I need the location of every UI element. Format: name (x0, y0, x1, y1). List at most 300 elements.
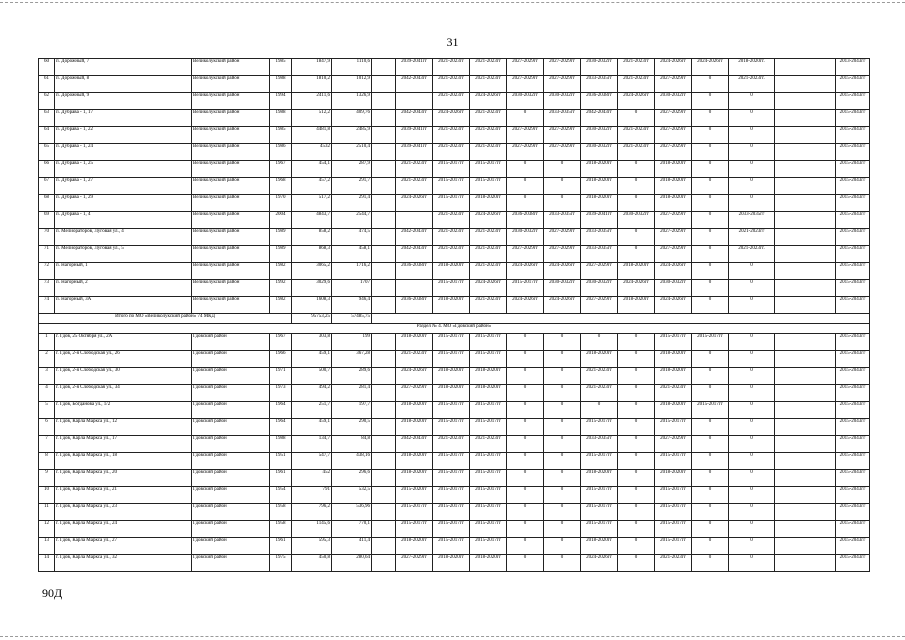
table-cell: 2015-2017гг (433, 487, 470, 504)
table-cell: 2018-2020гг (396, 470, 433, 487)
table-cell (775, 351, 836, 368)
subtotal-row (39, 314, 870, 324)
table-cell: 2033-2035гг (544, 110, 581, 127)
table-row (39, 538, 870, 555)
table-cell: 2039-2041гг (396, 144, 433, 161)
table-cell: г. Гдов, Богданова ул., 1/2 (55, 402, 192, 419)
table-cell: 2027-2029гг (655, 436, 692, 453)
table-cell (372, 334, 396, 351)
table-cell: 2015-2017гг (470, 419, 507, 436)
table-cell: 2015-2017гг (433, 351, 470, 368)
table-cell: 3029,6 (292, 280, 332, 297)
table-cell: 474,5 (332, 229, 372, 246)
table-cell: 1951 (270, 453, 292, 470)
table-cell: Великолукский район (192, 297, 270, 314)
table-cell (775, 76, 836, 93)
table-cell: 0 (692, 280, 729, 297)
table-cell (372, 110, 396, 127)
table-row (39, 93, 870, 110)
table-cell (775, 470, 836, 487)
table-cell: 1110,6 (332, 59, 372, 76)
table-cell: 291,4 (332, 195, 372, 212)
table-cell: 0 (692, 246, 729, 263)
table-cell: 2015-2017гг (470, 161, 507, 178)
table-cell: 2015-2043гг (836, 110, 870, 127)
table-row (39, 470, 870, 487)
table-row (39, 453, 870, 470)
table-cell: 2027-2029гг (655, 127, 692, 144)
table-cell (372, 144, 396, 161)
table-cell: п. Дубрава - 1, 25 (55, 161, 192, 178)
table-cell: 4481,8 (292, 127, 332, 144)
table-cell: 2018-2020гг (618, 263, 655, 280)
table-row (39, 385, 870, 402)
table-cell: 251,7 (292, 402, 332, 419)
table-cell: 2018-2020гг (433, 555, 470, 572)
table-cell: Гдовский район (192, 504, 270, 521)
table-cell: 0 (692, 351, 729, 368)
table-cell: 2015-2043гг (836, 555, 870, 572)
table-cell: 2027-2029гг (544, 229, 581, 246)
table-cell: 2024-2026гг (507, 263, 544, 280)
table-cell: 2024-2026гг (470, 212, 507, 229)
table-cell: 1988 (270, 110, 292, 127)
table-cell: Гдовский район (192, 402, 270, 419)
table-cell: 2027-2029гг (655, 246, 692, 263)
table-cell: 2018-2020гг (655, 368, 692, 385)
table-cell: 0 (544, 555, 581, 572)
table-cell: 1954 (270, 487, 292, 504)
table-cell (775, 453, 836, 470)
table-cell: 0 (729, 144, 775, 161)
table-row (39, 127, 870, 144)
table-cell: 2018-2020гг (581, 351, 618, 368)
table-cell: 1961 (270, 538, 292, 555)
table-cell (372, 76, 396, 93)
table-cell: 72 (39, 263, 55, 280)
table-cell: г. Гдов, 2-я Слободская ул., 30 (55, 368, 192, 385)
table-cell: 2021-2023гг (470, 110, 507, 127)
table-cell: 63 (39, 110, 55, 127)
table-cell: 296,6 (332, 470, 372, 487)
table-cell: 13 (39, 538, 55, 555)
table-cell: 66 (39, 161, 55, 178)
table-cell: 2015-2017гг (433, 453, 470, 470)
table-cell: 0 (544, 195, 581, 212)
table-cell: 2024-2026гг (396, 368, 433, 385)
table-cell: 2021-2023гг. (729, 246, 775, 263)
table-cell: 303,8 (292, 334, 332, 351)
table-cell: 0 (618, 555, 655, 572)
table-cell (372, 161, 396, 178)
table-cell: 494,2 (292, 385, 332, 402)
table-cell (372, 212, 396, 229)
table-cell: 2030-2032гг (544, 93, 581, 110)
table-cell: 70 (39, 229, 55, 246)
table-cell: 2042-2043гг (396, 229, 433, 246)
table-cell (775, 334, 836, 351)
table-cell: 458,1 (332, 246, 372, 263)
table-row (39, 76, 870, 93)
table-cell: 536,96 (332, 504, 372, 521)
table-cell: 2027-2029гг (507, 127, 544, 144)
table-cell: п. Нагорный, 3А (55, 297, 192, 314)
table-cell (372, 195, 396, 212)
table-cell: 2033-2035гг (581, 436, 618, 453)
table-cell (775, 555, 836, 572)
table-cell (775, 538, 836, 555)
table-cell: 2015-2017гг (655, 521, 692, 538)
table-cell (775, 385, 836, 402)
table-cell: 2033-2035гг (581, 246, 618, 263)
table-cell: 2021-2023гг (655, 385, 692, 402)
table-cell: 0 (729, 538, 775, 555)
table-cell (396, 93, 433, 110)
table-cell: 2027-2029гг (655, 110, 692, 127)
table-cell: 0 (507, 521, 544, 538)
table-row (39, 161, 870, 178)
table-cell (775, 178, 836, 195)
table-cell: 0 (544, 368, 581, 385)
table-cell: 2018-2020гг (396, 538, 433, 555)
page-number: 31 (446, 35, 459, 49)
table-cell: 0 (618, 402, 655, 419)
table-cell (372, 521, 396, 538)
table-cell: 199 (332, 334, 372, 351)
table-cell: 2015-2017гг (470, 521, 507, 538)
table-cell: 2021-2023гг (433, 144, 470, 161)
table-row (39, 419, 870, 436)
table-cell: 0 (729, 263, 775, 280)
table-cell: 0 (544, 538, 581, 555)
table-cell: 459,1 (292, 419, 332, 436)
table-cell: 1810,2 (292, 76, 332, 93)
table-cell: 0 (544, 453, 581, 470)
table-cell: 0 (618, 419, 655, 436)
table-cell: 2018-2020гг (655, 351, 692, 368)
table-cell: 291,7 (332, 178, 372, 195)
table-cell: 2015-2043гг (836, 419, 870, 436)
table-cell (372, 178, 396, 195)
table-cell: 2015-2017гг (396, 521, 433, 538)
table-cell: 64 (39, 127, 55, 144)
subtotal-label: Итого по МО «Великолукский район» 74 МКД (39, 314, 292, 324)
table-cell: Гдовский район (192, 487, 270, 504)
table-cell: 14 (39, 555, 55, 572)
table-cell: 2015-2043гг (836, 470, 870, 487)
table-cell: 74 (39, 297, 55, 314)
table-cell: 2042-2043гг (581, 110, 618, 127)
table-cell: 2033-2035гг (581, 229, 618, 246)
table-cell: 0 (729, 419, 775, 436)
table-cell: 2 (39, 351, 55, 368)
table-cell: 2018-2020гг (655, 402, 692, 419)
table-cell: 4843,7 (292, 212, 332, 229)
table-cell: 2015-2043гг (836, 161, 870, 178)
table-cell: 2030-2032гг (507, 229, 544, 246)
table-cell: 2024-2026гг (655, 297, 692, 314)
table-cell: 1982 (270, 297, 292, 314)
table-cell: 0 (507, 402, 544, 419)
table-cell: 450,8 (292, 555, 332, 572)
table-cell: Великолукский район (192, 195, 270, 212)
table-cell: 2030-2032гг (655, 280, 692, 297)
table-cell: 1973 (270, 385, 292, 402)
table-cell: 2024-2026гг (470, 280, 507, 297)
table-cell: 1994 (270, 93, 292, 110)
table-cell: 0 (692, 76, 729, 93)
table-cell: 68 (39, 195, 55, 212)
table-cell: 0 (581, 402, 618, 419)
table-cell: 0 (618, 521, 655, 538)
table-cell: 0 (618, 504, 655, 521)
table-cell: 4 (39, 385, 55, 402)
table-cell: 4532 (292, 144, 332, 161)
table-row (39, 555, 870, 572)
table-cell (775, 263, 836, 280)
table-cell: 2024-2026гг (544, 297, 581, 314)
table-cell (372, 229, 396, 246)
table-cell: 0 (729, 385, 775, 402)
table-cell: Гдовский район (192, 436, 270, 453)
table-cell: п. Мелиораторов, Луговая ул., 5 (55, 246, 192, 263)
table-cell: 61 (39, 76, 55, 93)
table-cell: 197,7 (332, 402, 372, 419)
table-cell: 0 (507, 351, 544, 368)
table-cell (775, 127, 836, 144)
table-cell: 2015-2017гг (433, 521, 470, 538)
table-cell: г. Гдов, Карла Маркса ул., 21 (55, 487, 192, 504)
table-cell: 2015-2017гг (655, 419, 692, 436)
table-cell: 0 (618, 334, 655, 351)
table-row (39, 178, 870, 195)
table-cell: г. Гдов, Карла Маркса ул., 12 (55, 419, 192, 436)
table-cell: 2015-2043гг (836, 385, 870, 402)
table-cell: 3065,2 (292, 263, 332, 280)
table-cell (775, 297, 836, 314)
table-cell: 0 (692, 453, 729, 470)
table-cell: 452 (292, 470, 332, 487)
table-cell: п. Дубрава - 1, 22 (55, 127, 192, 144)
table-cell: 2027-2029гг (507, 76, 544, 93)
table-row (39, 504, 870, 521)
subtotal-area-total: 95753,25 (292, 314, 332, 324)
table-cell: 1989 (270, 229, 292, 246)
table-cell: 2027-2029гг (655, 76, 692, 93)
table-cell: г. Гдов, Карла Маркса ул., 18 (55, 453, 192, 470)
table-cell: 0 (692, 436, 729, 453)
table-cell: 2027-2029гг (581, 297, 618, 314)
table-cell: 1012,9 (332, 76, 372, 93)
table-cell: г. Гдов, Карла Маркса ул., 24 (55, 521, 192, 538)
table-cell (775, 368, 836, 385)
table-cell: 2015-2017гг (470, 178, 507, 195)
table-cell: 796,2 (292, 504, 332, 521)
table-row (39, 402, 870, 419)
table-cell: 2015-2043гг (836, 334, 870, 351)
table-cell: 2015-2017гг (581, 419, 618, 436)
table-cell: 0 (507, 368, 544, 385)
table-cell: 2027-2029гг (655, 229, 692, 246)
table-cell: 2021-2023гг (618, 76, 655, 93)
table-cell: 2021-2023гг (470, 229, 507, 246)
table-cell: 2015-2043гг (836, 127, 870, 144)
table-cell: 0 (618, 229, 655, 246)
table-cell: 0 (618, 385, 655, 402)
table-cell: Гдовский район (192, 555, 270, 572)
table-cell: 2042-2043гг (396, 436, 433, 453)
table-cell: 0 (544, 351, 581, 368)
table-cell: п. Нагорный, 2 (55, 280, 192, 297)
table-cell: 0 (729, 453, 775, 470)
table-cell: 2021-2023гг (470, 127, 507, 144)
table-cell (775, 280, 836, 297)
table-cell: 1971 (270, 368, 292, 385)
table-cell: г. Гдов, Карла Маркса ул., 32 (55, 555, 192, 572)
table-cell: 2027-2029гг (655, 144, 692, 161)
table-cell: 0 (692, 419, 729, 436)
table-cell: 2015-2017гг (470, 538, 507, 555)
table-cell: 2015-2017гг (433, 334, 470, 351)
table-cell: Великолукский район (192, 280, 270, 297)
table-cell: 0 (507, 470, 544, 487)
table-cell: 2015-2017гг (470, 334, 507, 351)
table-cell: 2015-2017гг (581, 453, 618, 470)
table-cell: 2015-2043гг (836, 229, 870, 246)
table-cell: 0 (507, 161, 544, 178)
table-cell: 0 (507, 334, 544, 351)
table-cell: 2036-2038гг (507, 212, 544, 229)
table-cell: 2018-2020гг (470, 195, 507, 212)
table-cell: 84,8 (332, 436, 372, 453)
table-cell: 0 (544, 385, 581, 402)
table-cell: 2024-2026гг (470, 93, 507, 110)
table-cell: 1608,3 (292, 297, 332, 314)
table-cell: 0 (729, 521, 775, 538)
table-cell: 0 (618, 436, 655, 453)
table-cell: 2018-2020гг (433, 368, 470, 385)
table-cell: 1985 (270, 59, 292, 76)
table-cell: 0 (581, 334, 618, 351)
table-cell: Гдовский район (192, 419, 270, 436)
table-cell: 2027-2029гг (544, 246, 581, 263)
table-cell: 454,1 (292, 161, 332, 178)
table-cell: 0 (729, 280, 775, 297)
table-cell: 0 (729, 351, 775, 368)
table-cell: 2015-2043гг (836, 436, 870, 453)
table-cell: 2030-2032гг (507, 93, 544, 110)
table-cell: 0 (692, 212, 729, 229)
table-cell: 2015-2017гг (433, 161, 470, 178)
table-cell: п. Дорожный, 8 (55, 76, 192, 93)
table-cell: 0 (544, 402, 581, 419)
table-cell: Великолукский район (192, 178, 270, 195)
table-cell: 280,64 (332, 555, 372, 572)
table-cell: 0 (692, 538, 729, 555)
table-row (39, 144, 870, 161)
table-cell: 2015-2043гг (836, 368, 870, 385)
table-cell: 0 (507, 436, 544, 453)
table-cell: Великолукский район (192, 263, 270, 280)
table-cell: 2015-2043гг (836, 178, 870, 195)
table-cell: 2033-2035гг (544, 212, 581, 229)
table-cell: 946,4 (332, 297, 372, 314)
subtotal-area-living: 57485,75 (332, 314, 372, 324)
table-cell: 2015-2017гг (433, 280, 470, 297)
table-cell: 2030-2032гг (581, 280, 618, 297)
table-cell: 2015-2043гг (836, 144, 870, 161)
table-cell: 2015-2017гг (433, 402, 470, 419)
table-cell: 595,3 (292, 538, 332, 555)
table-cell: г. Гдов, Карла Маркса ул., 27 (55, 538, 192, 555)
table-cell: 0 (729, 195, 775, 212)
table-cell: 2015-2043гг (836, 538, 870, 555)
table-cell: 0 (618, 487, 655, 504)
table-cell: 2015-2017гг (581, 487, 618, 504)
table-cell: 0 (692, 385, 729, 402)
table-cell: 0 (618, 246, 655, 263)
housing-repair-schedule-table (38, 58, 870, 572)
table-cell: 0 (729, 487, 775, 504)
table-cell: 2411,6 (292, 93, 332, 110)
table-cell: 2039-2041гг (396, 127, 433, 144)
table-cell: 2015-2043гг (836, 263, 870, 280)
table-cell: г. Гдов, Карла Маркса ул., 23 (55, 504, 192, 521)
table-cell: 2021-2023гг (433, 59, 470, 76)
table-cell (372, 487, 396, 504)
table-cell (372, 453, 396, 470)
table-cell: 2024-2026гг (655, 59, 692, 76)
table-cell: 438,16 (332, 453, 372, 470)
table-cell: 2021-2023гг (470, 263, 507, 280)
table-cell: 0 (507, 538, 544, 555)
table-cell: Гдовский район (192, 334, 270, 351)
scan-edge-top (0, 2, 905, 3)
table-cell: 0 (507, 504, 544, 521)
table-cell: 2024-2026гг (655, 263, 692, 280)
table-cell: 2015-2043гг (836, 280, 870, 297)
table-cell: 2015-2017гг (396, 504, 433, 521)
table-cell: 2485,9 (332, 127, 372, 144)
table-cell: 2015-2017гг (470, 453, 507, 470)
table-cell: 2036-2038гг (581, 93, 618, 110)
table-cell (372, 538, 396, 555)
table-cell: 1961 (270, 470, 292, 487)
table-cell: 2015-2017гг (433, 419, 470, 436)
table-cell: 0 (692, 555, 729, 572)
table-cell: 2015-2043гг (836, 93, 870, 110)
table-cell: 0 (507, 110, 544, 127)
table-row (39, 334, 870, 351)
table-cell: 2024-2026гг (544, 263, 581, 280)
table-cell: 2021-2023гг (470, 297, 507, 314)
table-cell: 2024-2026гг (433, 110, 470, 127)
table-cell: 1988 (270, 436, 292, 453)
table-cell: 2021-2023гг (433, 127, 470, 144)
table-cell: 2018-2020гг (433, 263, 470, 280)
table-cell: 2015-2017гг (581, 521, 618, 538)
table-cell: 0 (544, 419, 581, 436)
table-cell: 0 (507, 419, 544, 436)
table-cell (372, 385, 396, 402)
table-cell: 11 (39, 504, 55, 521)
table-cell: 0 (692, 504, 729, 521)
table-cell: п. Дорожный, 7 (55, 59, 192, 76)
table-cell: 2004 (270, 212, 292, 229)
table-cell: 2015-2017гг (433, 504, 470, 521)
table-cell: 0 (729, 161, 775, 178)
table-cell: 2030-2032гг (581, 59, 618, 76)
